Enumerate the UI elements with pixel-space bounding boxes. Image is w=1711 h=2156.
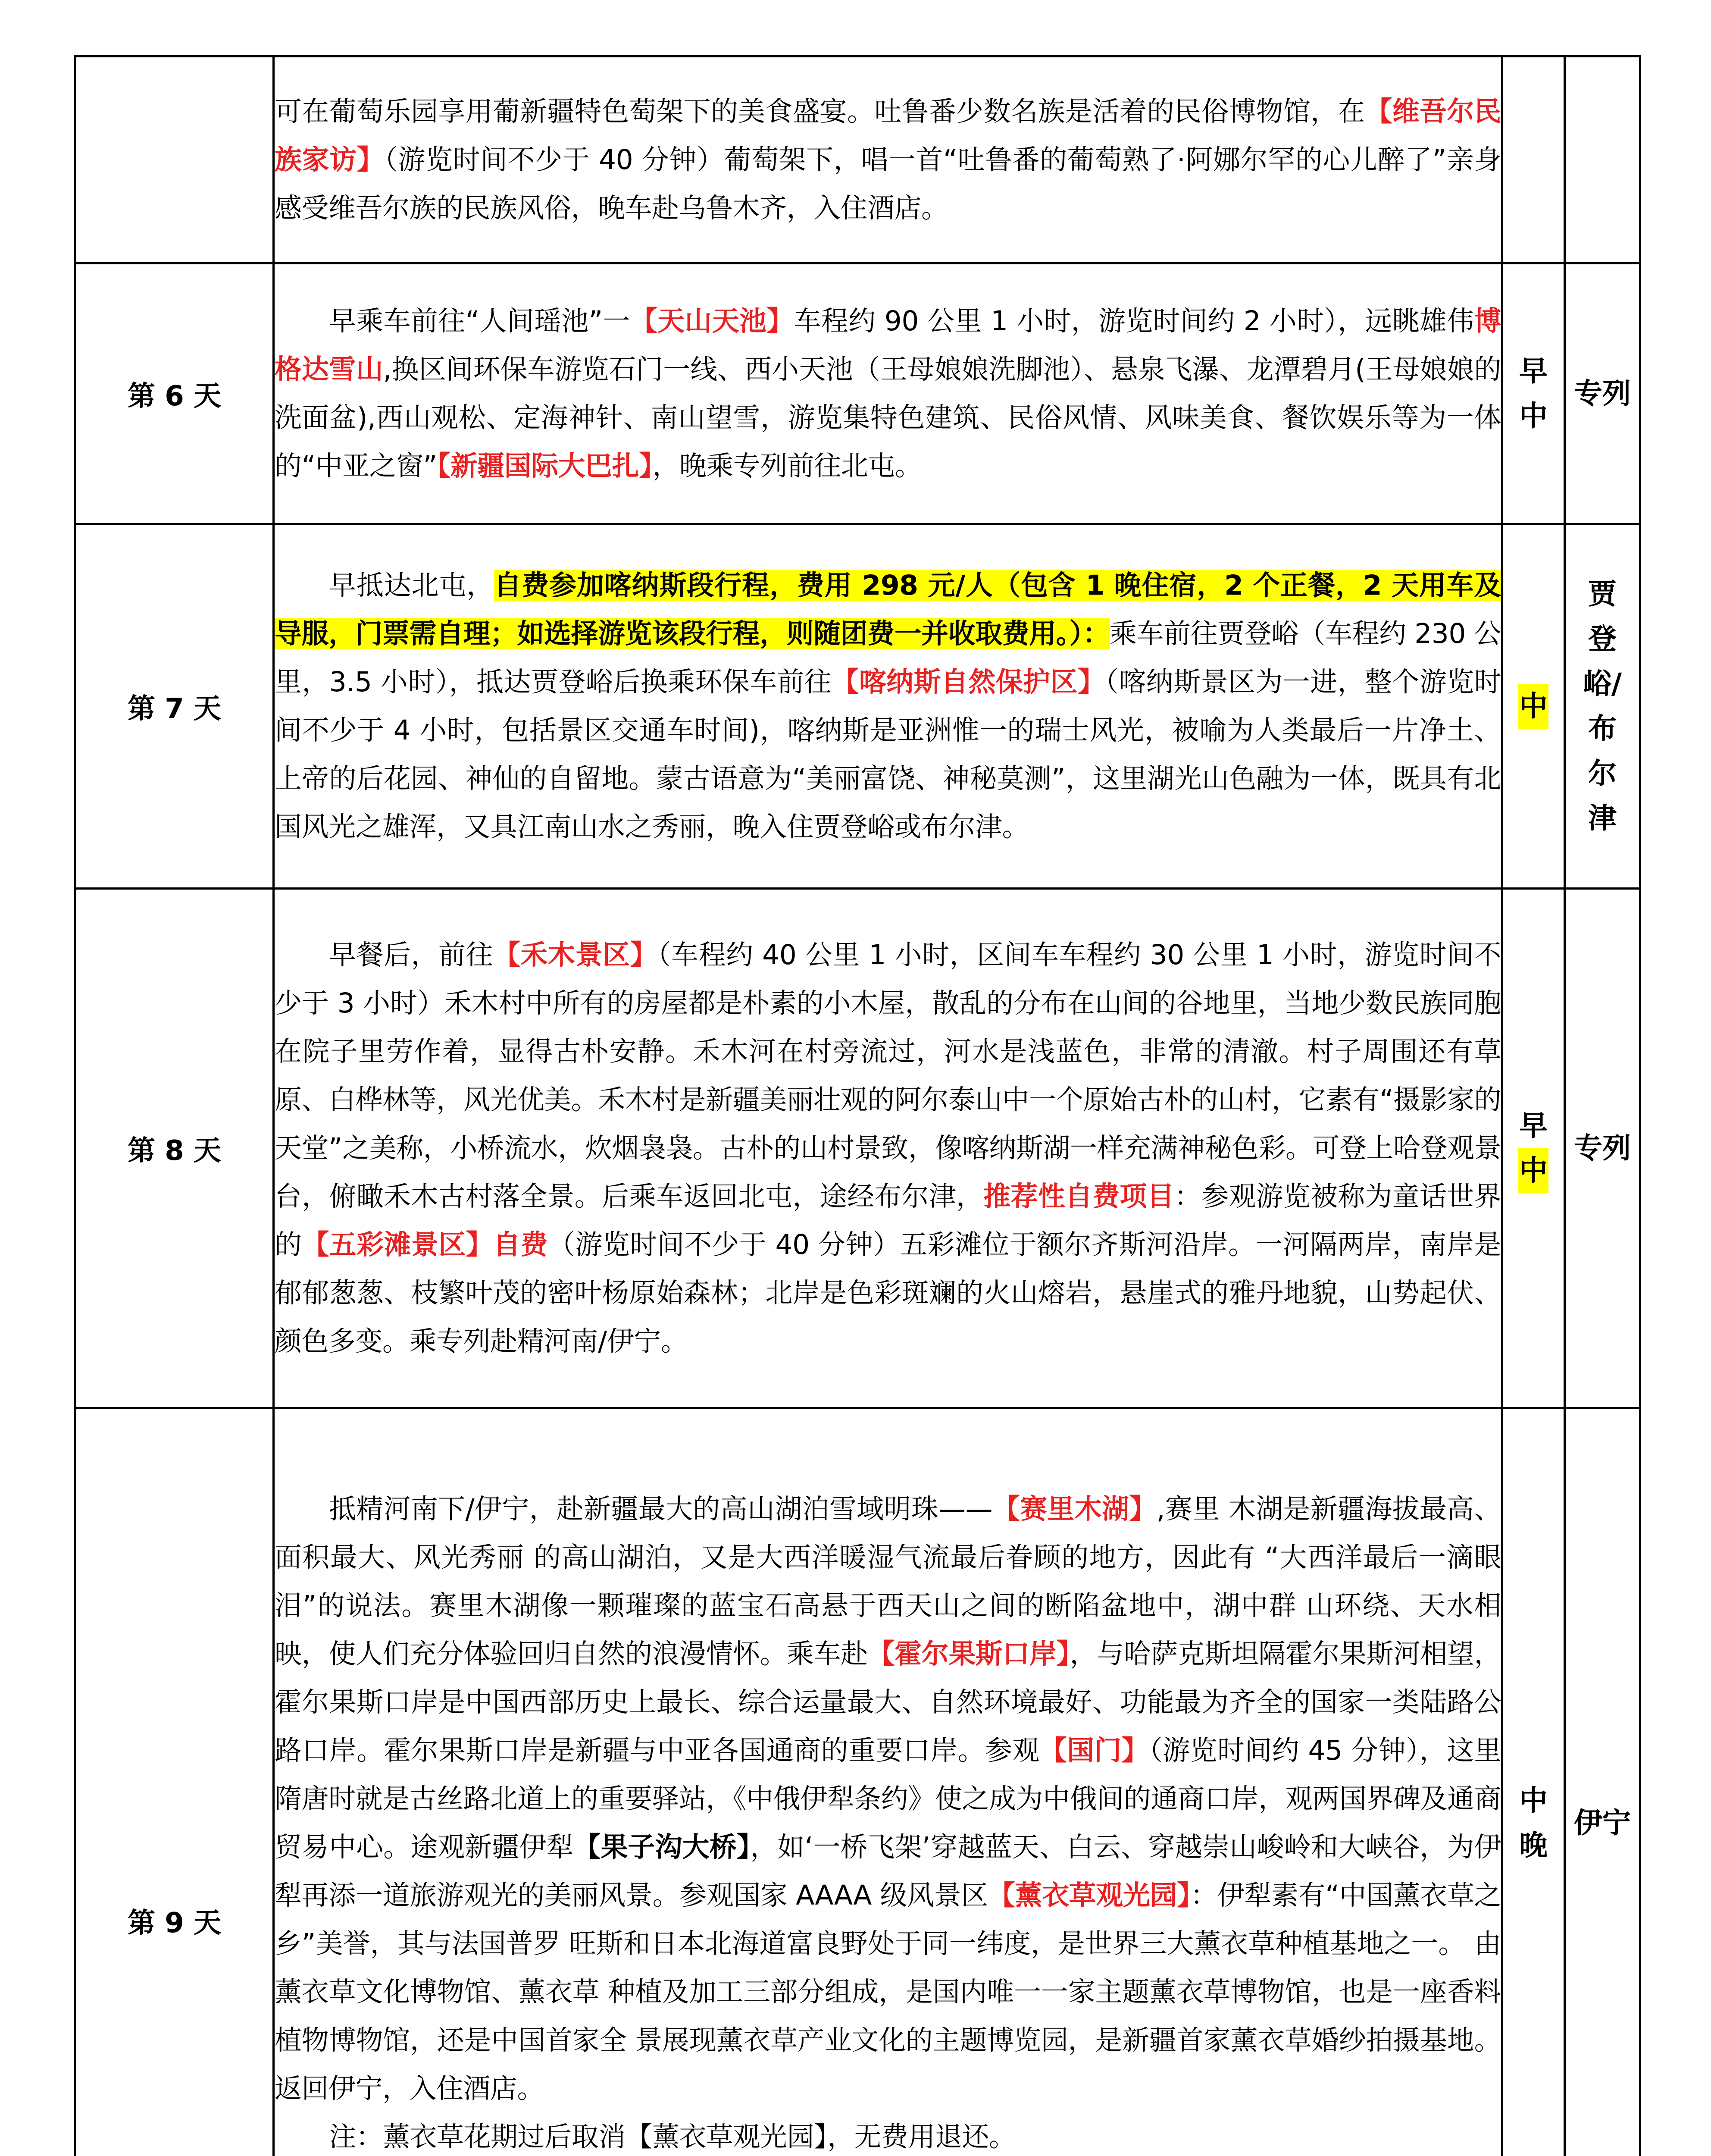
meal-lunch: 中 xyxy=(1519,399,1548,432)
bold-attraction: 【果子沟大桥】 xyxy=(573,1831,751,1863)
text-run: ：参观游览被称为童话世界的 xyxy=(275,1181,1501,1260)
highlight-attraction: 【薰衣草观光园】 xyxy=(988,1880,1191,1911)
meal-breakfast: 早 xyxy=(1519,354,1548,388)
text-run: （游览时间不少于 40 分钟）葡萄架下，唱一首“吐鲁番的葡萄熟了·阿娜尔罕的心儿醉了”亲身感受维吾尔族的民族风俗，晚车赴乌鲁木齐，入住酒店。 xyxy=(275,144,1501,224)
description-paragraph xyxy=(275,931,1501,1366)
itinerary-row-day-8 xyxy=(75,889,1640,1408)
text-run: 可在葡萄乐园享用葡新疆特色萄架下的美食盛宴。吐鲁番少数名族是活着的民俗博物馆，在 xyxy=(275,95,1365,127)
highlight-attraction: 【霍尔果斯口岸】 xyxy=(867,1638,1070,1670)
description-cell xyxy=(274,524,1502,889)
description-cell xyxy=(274,1408,1502,2156)
text-run: ，如‘一桥飞架’穿越蓝天、白云、穿越崇山峻岭和大峡谷，为伊犁再添一道旅游观光的美丽风景。参观国家 AAAA 级风景区 xyxy=(275,1831,1501,1911)
text-run: （喀纳斯景区为一进，整个游览时间不少于 4 小时，包括景区交通车时间)，喀纳斯是亚洲惟一的瑞士风光，被喻为人类最后一片净土、上帝的后花园、神仙的自留地。蒙古语意为“美丽富饶、神秘莫测”，这里湖光山色融为一体，既具有北国风光之雄浑，又具江南山水之秀丽，晚入住贾登峪或布尔津。 xyxy=(275,666,1501,843)
meal-breakfast: 早 xyxy=(1519,1109,1548,1142)
description-cell xyxy=(274,889,1502,1408)
text-run: ，晚乘专列前往北屯。 xyxy=(652,450,922,482)
highlight-attraction: 【喀纳斯自然保护区】 xyxy=(832,666,1105,698)
description-cell xyxy=(274,263,1502,524)
text-run: （游览时间不少于 40 分钟）五彩滩位于额尔齐斯河沿岸。一河隔两岸，南岸是郁郁葱葱、枝繁叶茂的密叶杨原始森林；北岸是色彩斑斓的火山熔岩，悬崖式的雅丹地貌，山势起伏、颜色多变。乘专列赴精河南/伊宁。 xyxy=(275,1229,1501,1357)
highlight-attraction: 【禾木景区】 xyxy=(493,939,658,971)
meal-cell xyxy=(1502,1408,1565,2156)
text-run: ,赛里 木湖是新疆海拔最高、面积最大、风光秀丽 的高山湖泊，又是大西洋暖湿气流最后眷顾的地方，因此有 “大西洋最后一滴眼泪”的说法。赛里木湖像一颗璀璨的蓝宝石高悬于西天山之间的断陷盆地中，湖中群 山环绕、天水相映，使人们充分体验回归自然的浪漫情怀。乘车赴 xyxy=(275,1493,1501,1670)
day-cell xyxy=(75,56,274,263)
description-paragraph xyxy=(275,561,1501,851)
hotel-cell: 伊宁 xyxy=(1565,1408,1640,2156)
text-run: ：伊犁素有“中国薰衣草之乡”美誉，其与法国普罗 旺斯和日本北海道富良野处于同一纬度，是世界三大薰衣草种植基地之一。 由薰衣草文化博物馆、薰衣草 种植及加工三部分组成，是国内唯一一家主题薰衣草博物馆，也是一座香料植物博物馆，还是中国首家全 景展现薰衣草产业文化的主题博览园，是新疆首家薰衣草婚纱拍摄基地。返回伊宁，入住酒店。 xyxy=(275,1880,1501,2104)
itinerary-row-continued xyxy=(75,56,1640,263)
text-run: 早餐后，前往 xyxy=(329,939,494,971)
hotel-cell xyxy=(1565,56,1640,263)
highlight-notice: 自费参加喀纳斯段行程，费用 298 元/人（包含 1 晚住宿，2 个正餐，2 天用车及导服，门票需自理；如选择游览该段行程，则随团费一并收取费用。）： xyxy=(275,570,1501,649)
hotel-name: 贾登峪/布尔津 xyxy=(1583,577,1622,835)
highlight-attraction: 【新疆国际大巴扎】 xyxy=(437,450,653,482)
itinerary-row-day-9 xyxy=(75,1408,1640,2156)
text-run: 抵精河南下/伊宁，赴新疆最大的高山湖泊雪域明珠—— xyxy=(329,1493,993,1525)
highlight-attraction: 【维吾尔民族家访】 xyxy=(275,95,1501,175)
day-cell: 第 6 天 xyxy=(75,263,274,524)
description-cell xyxy=(274,56,1502,263)
text-run: （车程约 40 公里 1 小时，区间车车程约 30 公里 1 小时，游览时间不少于 3 小时）禾木村中所有的房屋都是朴素的小木屋，散乱的分布在山间的谷地里，当地少数民族同胞在院子里劳作着，显得古朴安静。禾木河在村旁流过，河水是浅蓝色，非常的清澈。村子周围还有草原、白桦林等，风光优美。禾木村是新疆美丽壮观的阿尔泰山中一个原始古朴的山村，它素有“摄影家的天堂”之美称，小桥流水，炊烟袅袅。古朴的山村景致，像喀纳斯湖一样充满神秘色彩。可登上哈登观景台，俯瞰禾木古村落全景。后乘车返回北屯，途经布尔津， xyxy=(275,939,1501,1212)
text-run: （游览时间约 45 分钟），这里隋唐时就是古丝路北道上的重要驿站，《中俄伊犁条约》使之成为中俄间的通商口岸，观两国界碑及通商贸易中心。途观新疆伊犁 xyxy=(275,1735,1501,1863)
day-cell: 第 8 天 xyxy=(75,889,274,1408)
description-paragraph xyxy=(275,297,1501,490)
meal-cell xyxy=(1502,56,1565,263)
highlight-attraction: 【国门】 xyxy=(1039,1735,1149,1766)
description-paragraph xyxy=(275,88,1501,232)
meal-cell xyxy=(1502,889,1565,1408)
text-run: 车程约 90 公里 1 小时，游览时间约 2 小时），远眺雄伟 xyxy=(794,305,1474,337)
day-cell: 第 9 天 xyxy=(75,1408,274,2156)
hotel-cell xyxy=(1565,524,1640,889)
highlight-attraction: 【赛里木湖】 xyxy=(992,1493,1157,1525)
text-run: 乘车前往贾登峪（车程约 230 公里，3.5 小时），抵达贾登峪后换乘环保车前往 xyxy=(275,618,1501,698)
text-run: ,换区间环保车游览石门一线、西小天池（王母娘娘洗脚池）、悬泉飞瀑、龙潭碧月(王母娘娘的洗面盆),西山观松、定海神针、南山望雪，游览集特色建筑、民俗风情、风味美食、餐饮娱乐等为一体的“中亚之窗” xyxy=(275,354,1501,482)
hotel-cell: 专列 xyxy=(1565,263,1640,524)
itinerary-row-day-6 xyxy=(75,263,1640,524)
meal-lunch: 中 xyxy=(1519,1784,1548,1817)
text-run: ，与哈萨克斯坦隔霍尔果斯河相望，霍尔果斯口岸是中国西部历史上最长、综合运量最大、自然环境最好、功能最为齐全的国家一类陆路公路口岸。霍尔果斯口岸是新疆与中亚各国通商的重要口岸。参观 xyxy=(275,1638,1501,1766)
text-run: 注：薰衣草花期过后取消【薰衣草观光园】，无费用退还。 xyxy=(329,2121,1016,2153)
highlight-attraction: 【五彩滩景区】自费 xyxy=(302,1229,548,1260)
meal-cell xyxy=(1502,524,1565,889)
highlight-attraction: 博格达雪山 xyxy=(275,305,1501,385)
description-paragraph xyxy=(275,2113,1501,2156)
meal-lunch: 中 xyxy=(1518,1148,1548,1193)
meal-cell xyxy=(1502,263,1565,524)
meal-lunch: 中 xyxy=(1518,684,1548,729)
day-cell: 第 7 天 xyxy=(75,524,274,889)
text-run: 早抵达北屯， xyxy=(329,570,494,601)
highlight-attraction: 【天山天池】 xyxy=(630,305,794,337)
itinerary-row-day-7 xyxy=(75,524,1640,889)
meal-dinner: 晚 xyxy=(1519,1829,1548,1862)
description-paragraph xyxy=(275,1485,1501,2113)
highlight-attraction: 推荐性自费项目 xyxy=(983,1181,1174,1212)
hotel-cell: 专列 xyxy=(1565,889,1640,1408)
itinerary-table xyxy=(74,55,1641,2156)
text-run: 早乘车前往“人间瑶池”一 xyxy=(329,305,630,337)
